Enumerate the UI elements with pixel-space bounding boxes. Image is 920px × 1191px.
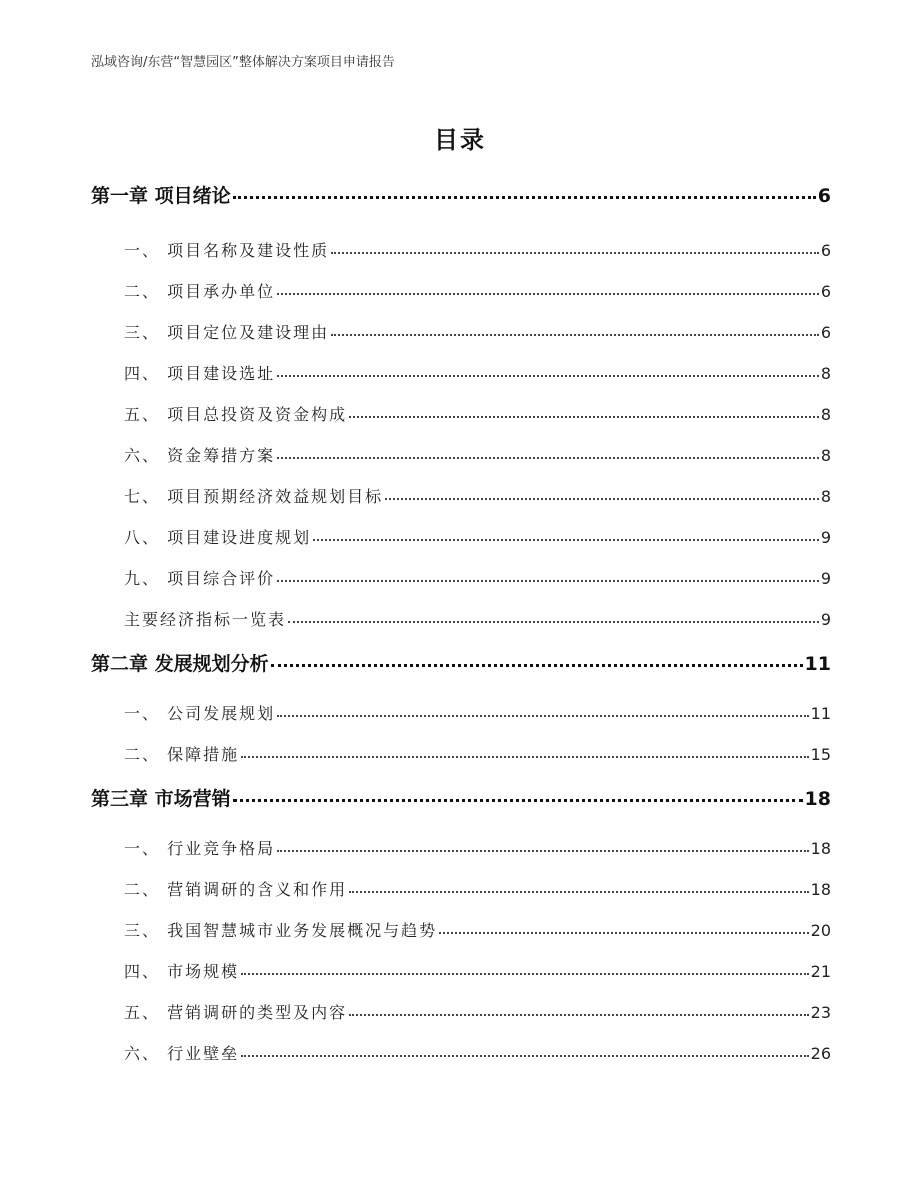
toc-entry-label: 一、 公司发展规划 bbox=[124, 704, 276, 723]
dot-leader bbox=[331, 334, 819, 336]
dot-leader bbox=[241, 756, 809, 758]
table-of-contents bbox=[91, 176, 831, 1074]
toc-section[interactable] bbox=[91, 230, 831, 271]
toc-page-number: 18 bbox=[810, 839, 831, 858]
dot-leader bbox=[241, 1055, 809, 1057]
toc-section[interactable] bbox=[91, 353, 831, 394]
toc-page-number: 8 bbox=[820, 364, 831, 383]
dot-leader bbox=[439, 932, 809, 934]
toc-section[interactable] bbox=[91, 693, 831, 734]
dot-leader bbox=[331, 252, 819, 254]
toc-entry-label: 五、 项目总投资及资金构成 bbox=[124, 405, 348, 424]
toc-section[interactable] bbox=[91, 951, 831, 992]
toc-page-number: 23 bbox=[810, 1003, 831, 1022]
toc-page-number: 18 bbox=[810, 880, 831, 899]
toc-entry-label: 五、 营销调研的类型及内容 bbox=[124, 1003, 348, 1022]
toc-entry-label: 三、 我国智慧城市业务发展概况与趋势 bbox=[124, 921, 438, 940]
toc-section[interactable] bbox=[91, 435, 831, 476]
toc-section[interactable] bbox=[91, 869, 831, 910]
toc-entry-label: 一、 行业竞争格局 bbox=[124, 839, 276, 858]
toc-entry-label: 六、 行业壁垒 bbox=[124, 1044, 240, 1063]
toc-entry-label: 四、 项目建设选址 bbox=[124, 364, 276, 383]
dot-leader bbox=[349, 416, 819, 418]
dot-leader bbox=[277, 293, 819, 295]
toc-entry-label: 二、 保障措施 bbox=[124, 745, 240, 764]
toc-page-number: 21 bbox=[810, 962, 831, 981]
toc-page-number: 18 bbox=[804, 788, 831, 810]
toc-entry-label: 二、 项目承办单位 bbox=[124, 282, 276, 301]
toc-page-number: 6 bbox=[820, 241, 831, 260]
toc-entry-label: 主要经济指标一览表 bbox=[124, 610, 287, 629]
toc-section[interactable] bbox=[91, 517, 831, 558]
toc-page-number: 26 bbox=[810, 1044, 831, 1063]
toc-page-number: 11 bbox=[810, 704, 831, 723]
toc-entry-label: 六、 资金筹措方案 bbox=[124, 446, 276, 465]
toc-page-number: 20 bbox=[810, 921, 831, 940]
toc-entry-label: 第二章 发展规划分析 bbox=[91, 653, 269, 675]
dot-leader bbox=[233, 196, 816, 199]
toc-page-number: 9 bbox=[820, 610, 831, 629]
toc-entry-label: 第三章 市场营销 bbox=[91, 788, 231, 810]
toc-section[interactable] bbox=[91, 558, 831, 599]
dot-leader bbox=[277, 850, 809, 852]
toc-page-number: 6 bbox=[817, 185, 831, 207]
toc-section[interactable] bbox=[91, 312, 831, 353]
toc-page-number: 9 bbox=[820, 569, 831, 588]
toc-chapter[interactable] bbox=[91, 644, 831, 685]
dot-leader bbox=[288, 621, 819, 623]
toc-section[interactable] bbox=[91, 394, 831, 435]
toc-section[interactable] bbox=[91, 1033, 831, 1074]
dot-leader bbox=[277, 715, 809, 717]
toc-section[interactable] bbox=[91, 599, 831, 640]
dot-leader bbox=[241, 973, 809, 975]
toc-section[interactable] bbox=[91, 476, 831, 517]
dot-leader bbox=[349, 1014, 809, 1016]
toc-entry-label: 三、 项目定位及建设理由 bbox=[124, 323, 330, 342]
dot-leader bbox=[277, 580, 819, 582]
dot-leader bbox=[271, 664, 803, 667]
dot-leader bbox=[277, 375, 819, 377]
toc-entry-label: 一、 项目名称及建设性质 bbox=[124, 241, 330, 260]
toc-page-number: 9 bbox=[820, 528, 831, 547]
toc-entry-label: 九、 项目综合评价 bbox=[124, 569, 276, 588]
toc-entry-label: 七、 项目预期经济效益规划目标 bbox=[124, 487, 384, 506]
toc-page-number: 15 bbox=[810, 745, 831, 764]
dot-leader bbox=[349, 891, 809, 893]
toc-section[interactable] bbox=[91, 271, 831, 312]
dot-leader bbox=[313, 539, 819, 541]
dot-leader bbox=[385, 498, 819, 500]
toc-chapter[interactable] bbox=[91, 779, 831, 820]
toc-page-number: 11 bbox=[804, 653, 831, 675]
toc-title: 目录 bbox=[434, 126, 486, 154]
running-header: 泓域咨询/东营“智慧园区”整体解决方案项目申请报告 bbox=[91, 55, 395, 70]
dot-leader bbox=[233, 799, 803, 802]
toc-entry-label: 四、 市场规模 bbox=[124, 962, 240, 981]
toc-section[interactable] bbox=[91, 734, 831, 775]
toc-entry-label: 二、 营销调研的含义和作用 bbox=[124, 880, 348, 899]
toc-page-number: 8 bbox=[820, 405, 831, 424]
dot-leader bbox=[277, 457, 819, 459]
toc-page-number: 6 bbox=[820, 282, 831, 301]
toc-entry-label: 八、 项目建设进度规划 bbox=[124, 528, 312, 547]
toc-page-number: 8 bbox=[820, 487, 831, 506]
toc-page-number: 6 bbox=[820, 323, 831, 342]
toc-entry-label: 第一章 项目绪论 bbox=[91, 185, 231, 207]
toc-section[interactable] bbox=[91, 910, 831, 951]
toc-page-number: 8 bbox=[820, 446, 831, 465]
toc-chapter[interactable] bbox=[91, 176, 831, 217]
toc-section[interactable] bbox=[91, 828, 831, 869]
toc-section[interactable] bbox=[91, 992, 831, 1033]
